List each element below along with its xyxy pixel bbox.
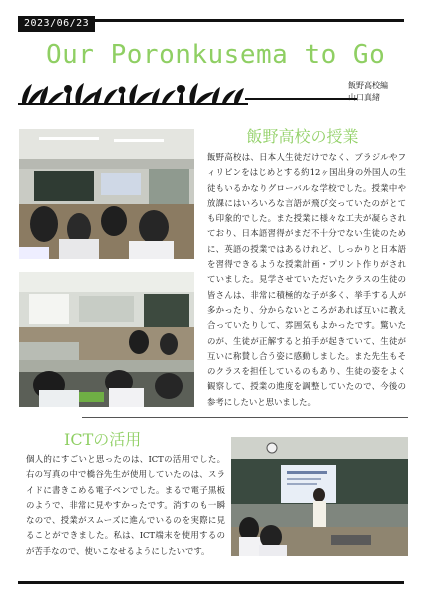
classroom-photo-3 xyxy=(19,360,194,407)
article2-paragraph: 個人的にすごいと思ったのは、ICTの活用でした。右の写真の中で橋谷先生が使用していたのは、スライドに書きこめる電子ペンでした。まるで電子黒板のようで、非常に見やすかったです。消すのも一瞬なので、授業がスムーズに進んでいるのを実際に見ることができました。私は、ICT端末を使用するのが苦手なので、使いこなせるようにしたいです。 xyxy=(26,454,225,556)
article1-body xyxy=(199,150,406,410)
article2-heading: ICTの活用 xyxy=(64,430,142,449)
classroom-photo-2 xyxy=(19,272,194,360)
header-underline xyxy=(245,98,357,100)
date-badge: 2023/06/23 xyxy=(18,16,95,32)
author-name: 山口真緒 xyxy=(348,93,380,102)
author-block xyxy=(348,80,388,104)
leaf-decoration xyxy=(18,80,248,106)
teacher-photo xyxy=(231,437,408,556)
school-name: 飯野高校編 xyxy=(348,81,388,90)
article1-paragraph: 飯野高校は、日本人生徒だけでなく、ブラジルやフィリピンをはじめとする約12ヶ国出身の外国人の生徒もいるかなりグローバルな学校でした。授業中や放課にはいろいろな言語が飛び交っていたのがとても印象的でした。また授業に様々な工夫が凝らされており、日本語習得がまだ不十分でない生徒のために、英語の授業ではあるけれど、しっかりと日本語を習得できるような授業計画・プリント作りがされていました。見学させていただいたクラスの生徒の皆さんは、非常に積極的な子が多く、挙手する人が多かったり、分からないところがあれば互いに教え合っていたりして、雰囲気もよかったです。驚いたのが、生徒が正解すると拍手が起きていて、生徒が互いに称賛し合う姿に感動しました。また先生もそのクラスを担任しているのもあり、生徒の姿をよく観察して、授業の進度を調整していたので、今後の参考にしたいと思いました。 xyxy=(207,152,406,407)
section-divider xyxy=(82,417,408,418)
article1-heading: 飯野高校の授業 xyxy=(246,127,359,146)
article2-body xyxy=(18,452,225,559)
classroom-photo-1 xyxy=(19,129,194,259)
footer-rule xyxy=(18,581,404,584)
newsletter-title: Our Poronkusema to Go xyxy=(46,40,386,70)
